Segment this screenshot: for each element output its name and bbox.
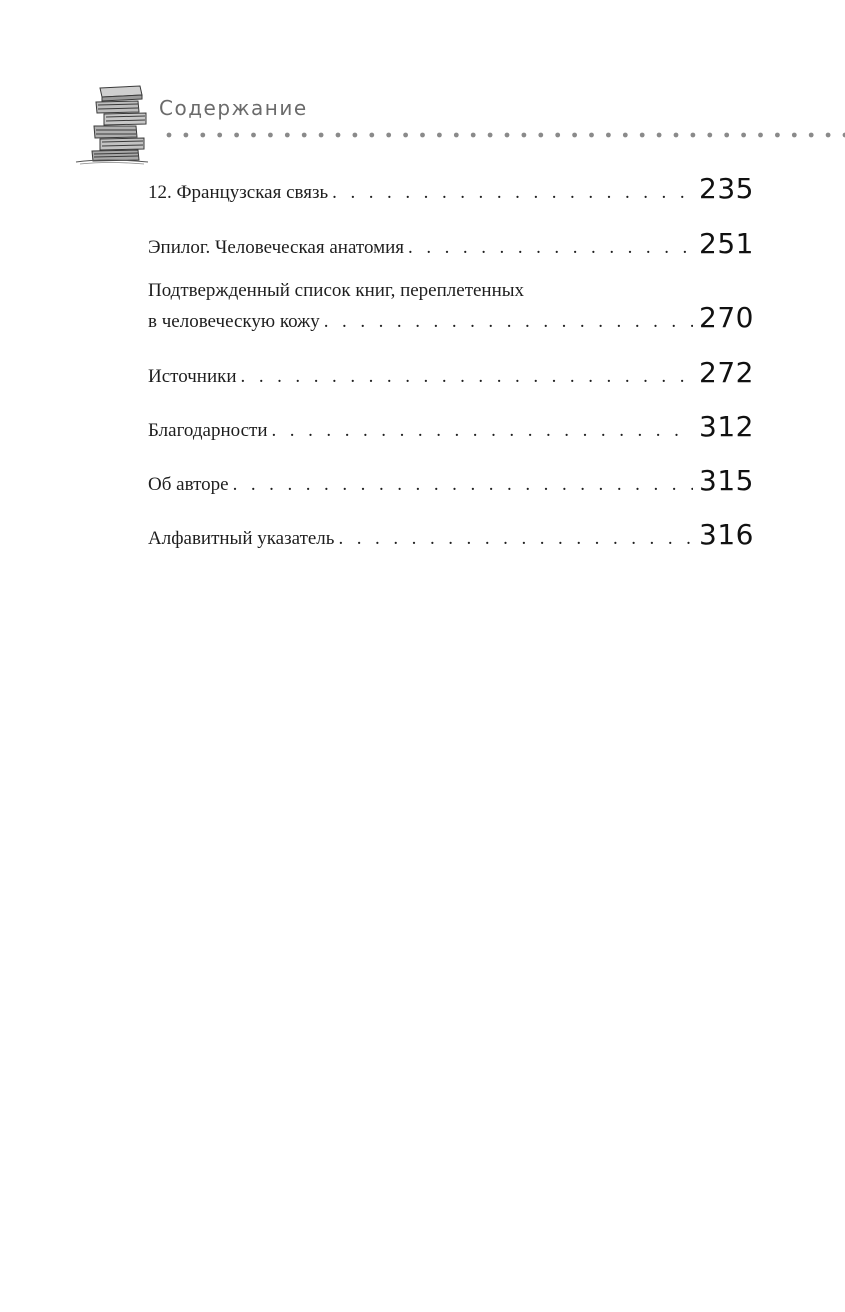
page-header [0, 0, 845, 170]
divider-dot [268, 133, 273, 138]
dot-leader [320, 309, 693, 335]
divider-dot [454, 133, 459, 138]
divider-dot [572, 133, 577, 138]
divider-dot [606, 133, 611, 138]
toc-entry[interactable] [148, 356, 754, 390]
toc-entry[interactable] [148, 278, 754, 335]
toc-entry[interactable] [148, 410, 754, 444]
toc-entry-page: 312 [699, 410, 754, 443]
divider-dot [589, 133, 594, 138]
toc-entry-title: в человеческую кожу [148, 311, 320, 332]
divider-dot [217, 133, 222, 138]
divider-dot [420, 133, 425, 138]
divider-dot [285, 133, 290, 138]
divider-dot [674, 133, 679, 138]
toc-entry-title-line1: Подтвержденный список книг, переплетенных [148, 280, 525, 301]
divider-dot [369, 133, 374, 138]
divider-dot [707, 133, 712, 138]
toc-entry-page: 315 [699, 464, 754, 497]
divider-dot [724, 133, 729, 138]
toc-entry-page: 272 [699, 356, 754, 389]
divider-dot [522, 133, 527, 138]
divider-dot [319, 133, 324, 138]
toc-entry[interactable] [148, 518, 754, 552]
divider-dot [792, 133, 797, 138]
toc-entry-title: Эпилог. Человеческая анатомия [148, 237, 405, 258]
dot-leader [229, 472, 693, 498]
section-title: Содержание [159, 96, 308, 120]
toc-entry-title: Об авторе [148, 474, 229, 495]
divider-dot [251, 133, 256, 138]
divider-dot [758, 133, 763, 138]
divider-dot [741, 133, 746, 138]
toc-entry-page: 270 [699, 301, 754, 334]
divider-dot [200, 133, 205, 138]
divider-dot [809, 133, 814, 138]
toc-entry-page: 235 [699, 172, 754, 205]
divider-dot [775, 133, 780, 138]
divider-dot [302, 133, 307, 138]
toc-entry-page: 251 [699, 227, 754, 260]
divider-dot [488, 133, 493, 138]
books-stack-icon [74, 82, 154, 166]
divider-dot [555, 133, 560, 138]
dotted-divider [166, 131, 845, 139]
divider-dot [184, 133, 189, 138]
divider-dot [505, 133, 510, 138]
divider-dot [623, 133, 628, 138]
toc-entry[interactable] [148, 464, 754, 498]
divider-dot [386, 133, 391, 138]
dot-leader [404, 235, 693, 261]
toc-entry[interactable] [148, 172, 754, 206]
dot-leader [268, 418, 694, 444]
toc-entry-page: 316 [699, 518, 754, 551]
divider-dot [234, 133, 239, 138]
divider-dot [826, 133, 831, 138]
divider-dot [640, 133, 645, 138]
toc-entry-title: 12. Французская связь [148, 182, 329, 203]
toc-entry-title: Источники [148, 366, 237, 387]
toc-entry-title: Алфавитный указатель [148, 528, 335, 549]
dot-leader [328, 180, 693, 206]
divider-dot [167, 133, 172, 138]
divider-dot [691, 133, 696, 138]
divider-dot [538, 133, 543, 138]
toc-entry-title: Благодарности [148, 420, 268, 441]
divider-dot [471, 133, 476, 138]
dot-leader [237, 364, 694, 390]
divider-dot [437, 133, 442, 138]
dot-leader [334, 526, 693, 552]
toc-entry[interactable] [148, 227, 754, 261]
divider-dot [657, 133, 662, 138]
divider-dot [403, 133, 408, 138]
divider-dot [336, 133, 341, 138]
divider-dot [353, 133, 358, 138]
